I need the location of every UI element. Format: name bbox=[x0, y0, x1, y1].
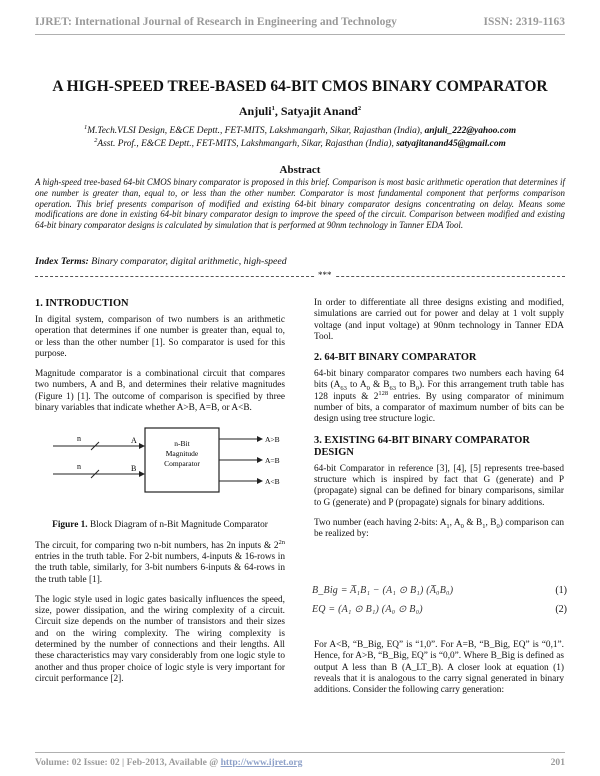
author-sep: , bbox=[274, 104, 281, 118]
equation-1: B_Big = A̅₁B₁ − (A₁ ⊙ B₁) (A̅₀B₀) (1) bbox=[312, 585, 567, 596]
comparator-block-diagram bbox=[35, 424, 285, 514]
page-header bbox=[35, 14, 565, 35]
input-b-width: n bbox=[77, 462, 81, 472]
right-column-tail bbox=[314, 640, 564, 705]
page-footer bbox=[35, 752, 565, 768]
input-a-width: n bbox=[77, 434, 81, 444]
box-label-3: Comparator bbox=[164, 459, 200, 469]
footer-volume: Volume: 02 Issue: 02 | Feb-2013, Available @ bbox=[35, 757, 221, 768]
affiliation-1: $^1$M.Tech.VLSI Design, E&CE Deptt., FET-MITS, Lakshmangarh, Sikar, Rajasthan (India), anjuli_222@yahoo.com bbox=[84, 123, 516, 136]
separator: *** bbox=[35, 270, 565, 282]
intro-p2: Magnitude comparator is a combinational circuit that compares two numbers, A and B, and determines their relative magnitudes (Figure 1) [1]. The outcome of comparison is specified by three binary variables that indicate whether A>B, A=B, or A<B. bbox=[35, 369, 285, 414]
abstract-text: A high-speed tree-based 64-bit CMOS binary comparator is proposed in this brief. Comparison is most basic arithmetic operation that determines if one number is greater than, equal to, or less than the other number. Comparator is most fundamental component that performs comparison operation. This brief presents comparison of modified and existing 64-bit binary comparator designs concentrating on delay. Means some modifications are done in existing 64-bit binary comparator design to improve the speed of the circuit. Comparison between modified and existing 64-bit binary comparator designs is calculated by simulation that is performed at 90nm technology in Tanner EDA Tool. bbox=[35, 177, 565, 231]
author-2: Satyajit Anand bbox=[280, 104, 358, 118]
section-1-heading: 1. INTRODUCTION bbox=[35, 298, 129, 309]
section-3-p1: 64-bit Comparator in reference [3], [4], [5] represents tree-based structure which is inspired by fact that G (generate) and P (propagate) signal can be defined for binary comparisons, similar to G (generate) and P (propagate) signals for binary additions. bbox=[314, 463, 564, 508]
abstract-heading: Abstract bbox=[279, 164, 321, 176]
input-b-label: B bbox=[131, 464, 137, 474]
output-gt: A>B bbox=[265, 435, 280, 445]
page-number: 201 bbox=[550, 757, 565, 768]
output-lt: A<B bbox=[265, 477, 280, 487]
issn: ISSN: 2319-1163 bbox=[483, 16, 565, 28]
figure-1 bbox=[35, 424, 285, 514]
right-final-paragraph: For A<B, “B_Big, EQ” is “1,0”. For A=B, “B_Big, EQ” is “0,1”. Hence, for A>B, “B_Big, EQ” is “0,0”. Where B_Big is defined as output A less than B (A_LT_B). A closer look at equation (1) reveals that it is analogous to the carry signal generated in binary additions. Consider the following carry generation: bbox=[314, 640, 564, 696]
intro-p3: The circuit, for comparing two n-bit numbers, has 2n inputs & $2^{2n}$ entries in the truth table. For 2-bit numbers, 4-inputs & 16-rows in the truth table, similarly, for 3-bit numbers 6-inputs & 64-rows in the truth table [1]. bbox=[35, 538, 285, 585]
email-2[interactable]: satyajitanand45@gmail.com bbox=[396, 139, 506, 149]
affiliation-2: $^2$Asst. Prof., E&CE Deptt., FET-MITS, Lakshmangarh, Sikar, Rajasthan (India), satyajitanand45@gmail.com bbox=[94, 136, 506, 149]
left-column bbox=[35, 298, 285, 694]
right-p0: In order to differentiate all three designs existing and modified, simulations are carried out for power and delay at 1 volt supply voltage (and input voltage) at 90nm technology in Tanner EDA Tool. bbox=[314, 298, 564, 342]
footer-link[interactable]: http://www.ijret.org bbox=[220, 757, 303, 768]
author-1-sup: 1 bbox=[271, 105, 275, 112]
author-2-sup: 2 bbox=[357, 105, 362, 112]
intro-p4: The logic style used in logic gates basically influences the speed, size, power dissipation, and the wiring complexity of a circuit. Circuit size depends on the number of transistors and their sizes and on the wiring complexity. The wiring complexity is determined by the number of connections and their lengths. All these characteristics may vary considerably from one logic style to another and thus proper choice of logic style is very important for circuit performance [2]. bbox=[35, 594, 285, 684]
section-2-heading: 2. 64-BIT BINARY COMPARATOR bbox=[314, 352, 477, 364]
intro-p1: In digital system, comparison of two numbers is an arithmetic operation that determines if one number is greater than, equal to, or less than the other number [1]. So comparator is used for this purpose. bbox=[35, 315, 285, 359]
figure-1-caption: Figure 1. Block Diagram of n-Bit Magnitude Comparator bbox=[52, 520, 268, 531]
index-terms: Index Terms: Binary comparator, digital arithmetic, high-speed bbox=[35, 256, 287, 267]
email-1[interactable]: anjuli_222@yahoo.com bbox=[424, 126, 516, 136]
box-label-2: Magnitude bbox=[165, 449, 199, 459]
authors bbox=[0, 104, 600, 119]
equation-2: EQ = (A₁ ⊙ B₁) (A₀ ⊙ B₀) (2) bbox=[312, 604, 567, 615]
section-3-heading: 3. EXISTING 64-BIT BINARY COMPARATOR DESIGN bbox=[314, 434, 530, 458]
input-a-label: A bbox=[131, 436, 137, 446]
author-1: Anjuli bbox=[238, 104, 272, 118]
output-eq: A=B bbox=[265, 456, 280, 466]
paper-title: A HIGH-SPEED TREE-BASED 64-BIT CMOS BINARY COMPARATOR bbox=[52, 78, 548, 95]
box-label-1: n-Bit bbox=[174, 439, 190, 449]
right-column bbox=[314, 298, 564, 549]
journal-name: IJRET: International Journal of Research in Engineering and Technology bbox=[35, 16, 397, 28]
section-2-text: 64-bit binary comparator compares two numbers each having 64 bits ($A_{63}$ to $A_0$ & $B_{63}$ to $B_0$). For this arrangement truth table has 128 inputs & $2^{128}$ entries. By using comparator of minimum number of bits, a comparator of maximum number of bits can be design using tree structure logic. bbox=[314, 369, 564, 425]
section-3-p2: Two number (each having 2-bits: $A_1$, $A_0$ & $B_1$, $B_0$) comparison can be realized by: bbox=[314, 517, 564, 540]
